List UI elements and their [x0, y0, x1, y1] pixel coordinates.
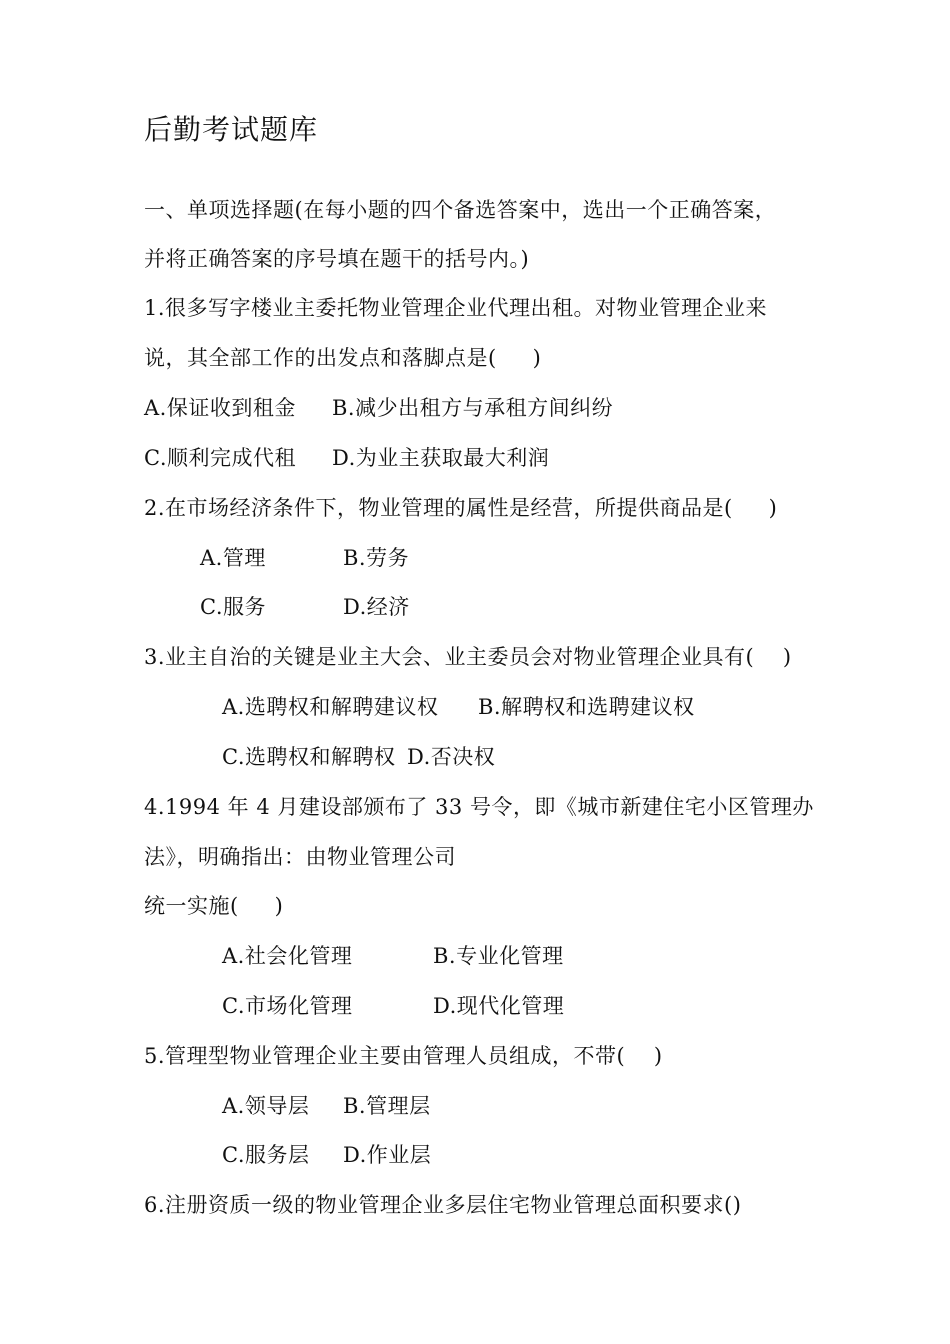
question-2-option-c: C.服务 [200, 595, 266, 619]
question-3-option-c: C.选聘权和解聘权 [222, 745, 396, 769]
question-3-stem: 3.业主自治的关键是业主大会、业主委员会对物业管理企业具有( ) [144, 645, 792, 669]
question-5-option-c: C.服务层 [222, 1143, 310, 1167]
question-1-option-c: C.顺利完成代租 [144, 446, 296, 470]
question-4-stem: 法》，明确指出：由物业管理公司 [144, 845, 456, 869]
question-2-stem: 2.在市场经济条件下，物业管理的属性是经营，所提供商品是( ) [144, 496, 778, 520]
question-2-option-b: B.劳务 [343, 546, 410, 570]
question-4-option-c: C.市场化管理 [222, 994, 353, 1018]
question-5-stem: 5.管理型物业管理企业主要由管理人员组成，不带( ) [144, 1044, 663, 1068]
question-1-option-b: B.减少出租方与承租方间纠纷 [332, 396, 614, 420]
question-5-option-d: D.作业层 [343, 1143, 432, 1167]
question-2-option-a: A.管理 [200, 546, 266, 570]
question-1-option-a: A.保证收到租金 [144, 396, 296, 420]
question-4-option-a: A.社会化管理 [222, 944, 353, 968]
question-4-stem: 统一实施( ) [144, 894, 284, 918]
question-1-stem: 说，其全部工作的出发点和落脚点是( ) [144, 346, 542, 370]
section-heading-line: 一、单项选择题(在每小题的四个备选答案中，选出一个正确答案， [144, 198, 777, 222]
question-3-option-a: A.选聘权和解聘建议权 [222, 695, 439, 719]
question-2-option-d: D.经济 [343, 595, 410, 619]
question-3-option-b: B.解聘权和选聘建议权 [478, 695, 695, 719]
question-4-option-d: D.现代化管理 [433, 994, 565, 1018]
question-6-stem: 6.注册资质一级的物业管理企业多层住宅物业管理总面积要求() [144, 1193, 742, 1217]
question-3-option-d: D.否决权 [407, 745, 496, 769]
document-title: 后勤考试题库 [144, 113, 319, 146]
question-4-stem: 4.1994 年 4 月建设部颁布了 33 号令，即《城市新建住宅小区管理办 [144, 795, 814, 819]
question-4-option-b: B.专业化管理 [433, 944, 564, 968]
question-5-option-b: B.管理层 [343, 1094, 431, 1118]
question-1-option-d: D.为业主获取最大利润 [332, 446, 550, 470]
question-1-stem: 1.很多写字楼业主委托物业管理企业代理出租。对物业管理企业来 [144, 296, 768, 320]
section-heading-line: 并将正确答案的序号填在题干的括号内。) [144, 247, 530, 271]
question-5-option-a: A.领导层 [222, 1094, 310, 1118]
